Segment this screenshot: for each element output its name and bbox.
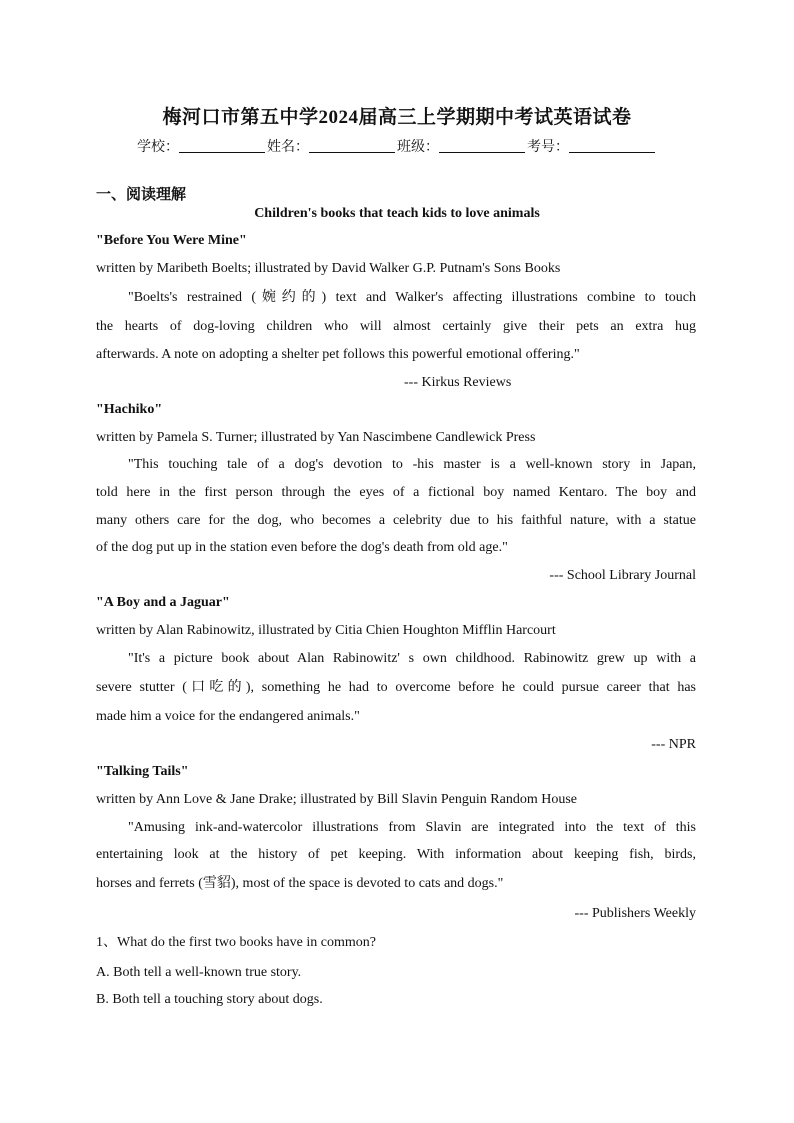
book-title: "Hachiko" [96, 402, 163, 417]
book-byline: written by Maribeth Boelts; illustrated by David Walker G.P. Putnam's Sons Books [96, 261, 561, 276]
school-label: 学校： [137, 139, 179, 155]
book-byline: written by Alan Rabinowitz, illustrated by Citia Chien Houghton Mifflin Harcourt [96, 623, 556, 638]
class-label: 班级： [397, 139, 439, 155]
review-source: --- School Library Journal [549, 568, 696, 583]
review-source: --- NPR [651, 737, 696, 752]
review-line: entertaining look at the history of pet keeping. With information about keeping fish, birds, [96, 847, 696, 862]
book-byline: written by Pamela S. Turner; illustrated by Yan Nascimbene Candlewick Press [96, 430, 536, 445]
book-title: "Before You Were Mine" [96, 233, 247, 248]
review-source: --- Publishers Weekly [574, 906, 696, 921]
name-label: 姓名： [267, 139, 309, 155]
review-line: the hearts of dog-loving children who will almost certainly give their pets an extra hug [96, 319, 696, 334]
number-label: 考号： [527, 139, 569, 155]
book-title: "A Boy and a Jaguar" [96, 595, 230, 610]
review-line: "This touching tale of a dog's devotion to -his master is a well-known story in Japan, [128, 457, 696, 472]
article-subtitle: Children's books that teach kids to love animals [254, 206, 540, 221]
answer-option[interactable]: B. Both tell a touching story about dogs. [96, 992, 323, 1007]
review-line: made him a voice for the endangered animals." [96, 709, 360, 724]
review-line: told here in the first person through the eyes of a fictional boy named Kentaro. The boy and [96, 485, 696, 500]
answer-option[interactable]: A. Both tell a well-known true story. [96, 965, 302, 980]
review-line: afterwards. A note on adopting a shelter pet follows this powerful emotional offering." [96, 347, 580, 362]
review-source: --- Kirkus Reviews [404, 375, 512, 390]
review-line: of the dog put up in the station even before the dog's death from old age." [96, 540, 508, 555]
school-blank[interactable] [179, 138, 265, 153]
question-stem: 1、What do the first two books have in common? [96, 935, 376, 950]
number-blank[interactable] [569, 138, 655, 153]
review-line: "Amusing ink-and-watercolor illustrations from Slavin are integrated into the text of this [128, 820, 696, 835]
review-line: "Boelts's restrained (婉约的) text and Walker's affecting illustrations combine to touch [128, 290, 696, 305]
section-heading: 一、阅读理解 [96, 185, 187, 203]
class-blank[interactable] [439, 138, 525, 153]
name-blank[interactable] [309, 138, 395, 153]
review-line: many others care for the dog, who becomes a celebrity due to his faithful nature, with a statue [96, 513, 696, 528]
book-byline: written by Ann Love & Jane Drake; illustrated by Bill Slavin Penguin Random House [96, 792, 577, 807]
review-line: horses and ferrets (雪貂), most of the space is devoted to cats and dogs." [96, 876, 504, 891]
exam-title: 梅河口市第五中学2024届高三上学期期中考试英语试卷 [162, 107, 632, 128]
review-line: severe stutter (口吃的), something he had to overcome before he could pursue career that has [96, 680, 696, 695]
book-title: "Talking Tails" [96, 764, 189, 779]
student-info-fields [0, 136, 794, 156]
review-line: "It's a picture book about Alan Rabinowitz' s own childhood. Rabinowitz grew up with a [128, 651, 696, 666]
